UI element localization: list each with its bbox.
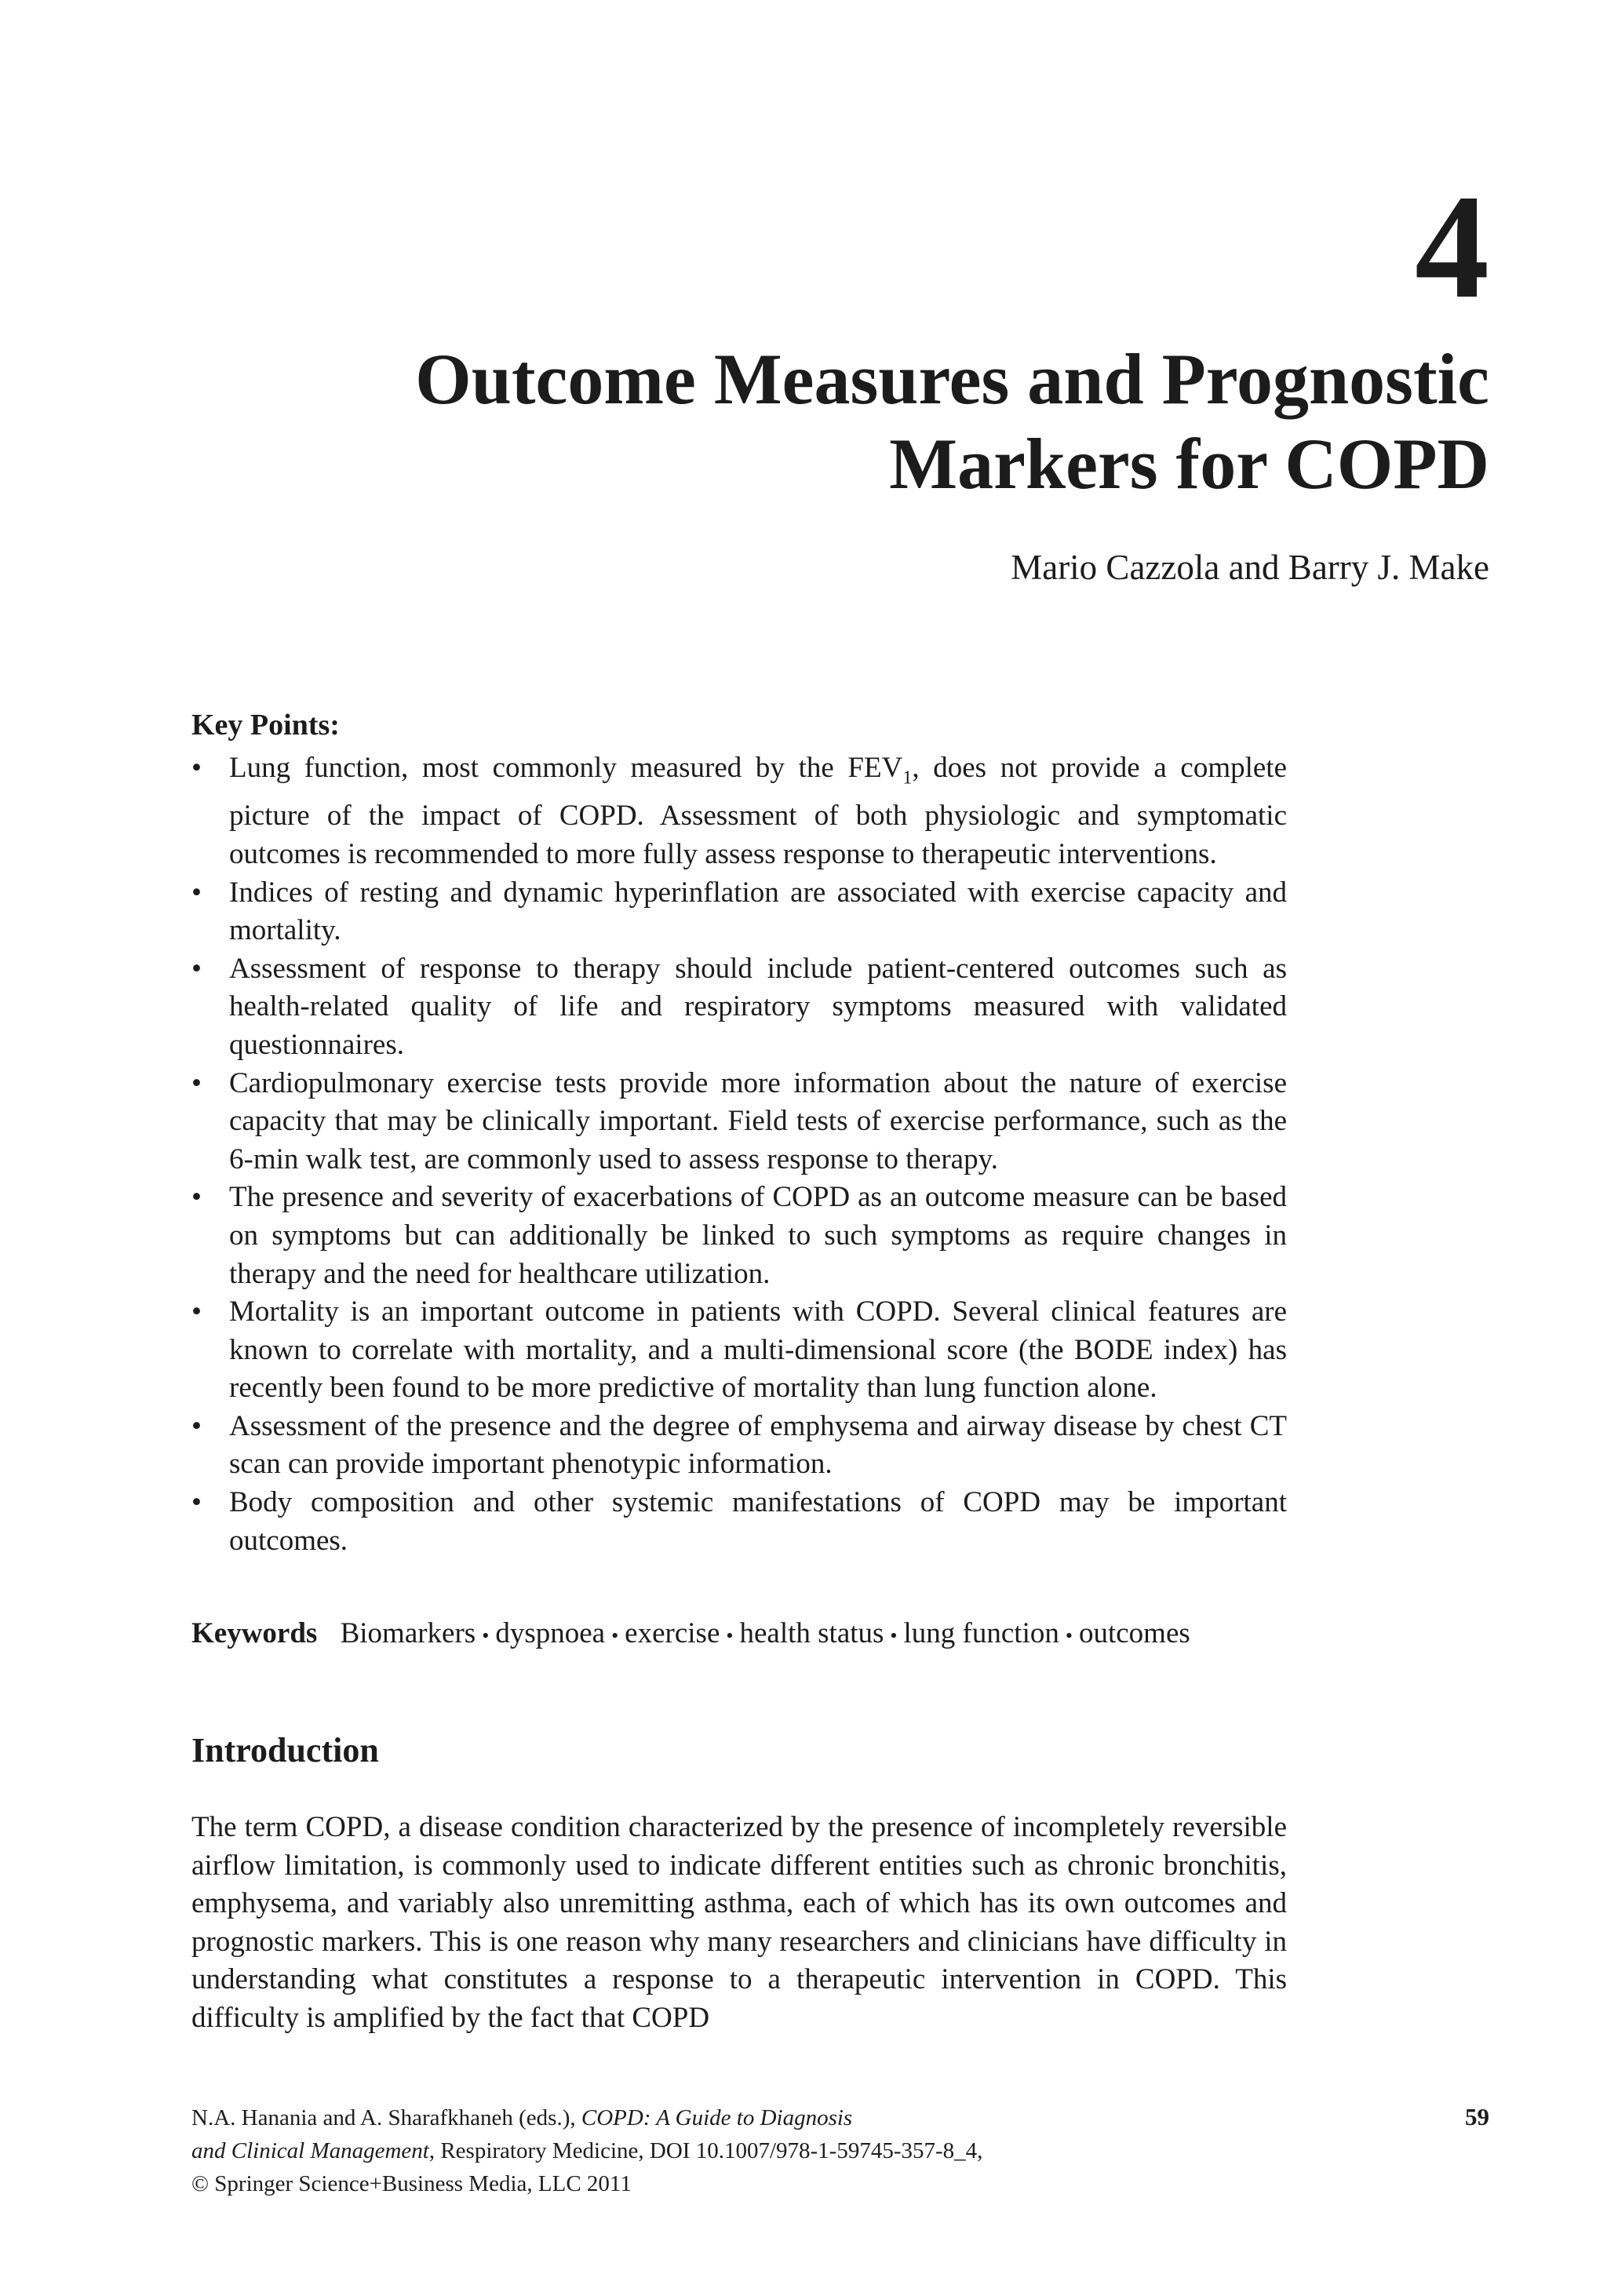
key-point-1-pre: Lung function, most commonly measured by the FEV — [229, 752, 903, 785]
key-point-item: • The presence and severity of exacerbations of COPD as an outcome measure can be based on symptoms but can additionally be linked to such symptoms as require changes in therapy and the need for healthcare utilization. — [191, 1179, 1287, 1293]
keyword: health status — [739, 1617, 884, 1649]
chapter-title-line1: Outcome Measures and Prognostic — [415, 339, 1489, 419]
keyword: outcomes — [1078, 1617, 1190, 1649]
key-point-item: • Mortality is an important outcome in patients with COPD. Several clinical features are known to correlate with mortality, and a multi-dimensional score (the BODE index) has recently been found to be more predictive of mortality than lung function alone. — [191, 1293, 1287, 1408]
key-point-item: • Assessment of response to therapy should include patient-centered outcomes such as health-related quality of life and respiratory symptoms measured with validated questionnaires. — [191, 950, 1287, 1065]
chapter-number: 4 — [1415, 165, 1489, 330]
key-point-item: • Body composition and other systemic manifestations of COPD may be important outcomes. — [191, 1484, 1287, 1560]
key-points-heading: Key Points: — [191, 709, 340, 742]
key-points-list — [191, 749, 1287, 1560]
footnote-line-1 — [191, 2101, 1212, 2134]
keyword: exercise — [625, 1617, 720, 1649]
keyword-separator: • — [611, 1624, 619, 1647]
key-point-item: • Assessment of the presence and the degree of emphysema and airway disease by chest CT scan can provide important phenotypic information. — [191, 1408, 1287, 1484]
chapter-title-line2: Markers for COPD — [889, 423, 1489, 504]
introduction-paragraph: The term COPD, a disease condition characterized by the presence of incompletely reversible airflow limitation, is commonly used to indicate different entities such as chronic bronchitis, emphysema, and variably also unremitting asthma, each of which has its own outcomes and prognostic markers. This is one reason why many researchers and clinicians have difficulty in understanding what constitutes a response to a therapeutic intervention in COPD. This difficulty is amplified by the fact that COPD — [191, 1811, 1287, 2034]
keyword-separator: • — [726, 1624, 734, 1647]
key-point-item: • Cardiopulmonary exercise tests provide more information about the nature of exercise capacity that may be clinically important. Field tests of exercise performance, such as the 6-min walk test, are commonly used to assess response to therapy. — [191, 1065, 1287, 1179]
footnote-series-doi: , Respiratory Medicine, DOI 10.1007/978-1-59745-357-8_4, — [428, 2138, 983, 2164]
chapter-authors: Mario Cazzola and Barry J. Make — [1011, 548, 1489, 587]
keywords-label: Keywords — [191, 1617, 318, 1649]
key-points-section — [191, 706, 1287, 1560]
footnote-book-title-cont: and Clinical Management — [191, 2138, 429, 2164]
keyword: lung function — [903, 1617, 1059, 1649]
footnote-book-title: COPD: A Guide to Diagnosis — [581, 2105, 853, 2130]
chapter-title — [155, 337, 1489, 506]
footnote-copyright: © Springer Science+Business Media, LLC 2011 — [191, 2171, 632, 2197]
page-number: 59 — [1465, 2103, 1489, 2130]
keyword-separator: • — [890, 1624, 898, 1647]
keyword: dyspnoea — [495, 1617, 606, 1649]
introduction-heading: Introduction — [191, 1731, 379, 1769]
keywords-line — [191, 1615, 1368, 1653]
footnote-editors: N.A. Hanania and A. Sharafkhaneh (eds.), — [191, 2105, 581, 2130]
keyword-separator: • — [1065, 1624, 1073, 1647]
fev-subscript: 1 — [902, 767, 913, 789]
key-point-1-post: , does not provide a complete picture of the impact of COPD. Assessment of both physiologic and symptomatic outcomes is recommended to more fully assess response to therapeutic interventions. — [229, 752, 1287, 870]
key-point-item: • Indices of resting and dynamic hyperinflation are associated with exercise capacity and mortality. — [191, 874, 1287, 950]
footnote-line-2 — [191, 2134, 1212, 2167]
citation-footnote — [191, 2101, 1212, 2200]
key-point-item — [191, 749, 1287, 873]
keyword-separator: • — [482, 1624, 490, 1647]
keyword: Biomarkers — [340, 1617, 476, 1649]
